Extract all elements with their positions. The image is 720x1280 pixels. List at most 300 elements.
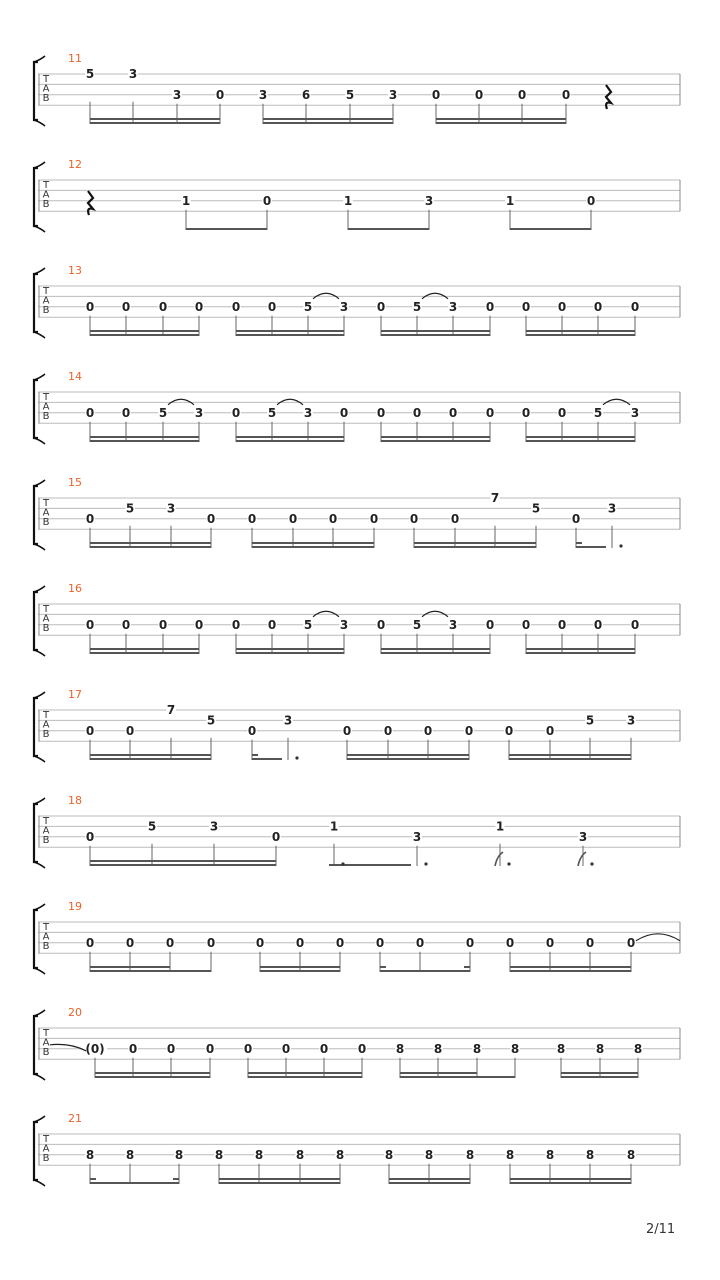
bracket-hook-bottom	[34, 1180, 45, 1186]
fret-number: 0	[557, 617, 567, 632]
fret-number: 0	[485, 405, 495, 420]
fret-number: 0	[231, 405, 241, 420]
fret-number: 0	[128, 1041, 138, 1056]
tab-clef-letter: B	[42, 623, 50, 634]
beam-second	[236, 648, 344, 650]
beam	[248, 1076, 362, 1078]
tab-clef-letter: A	[42, 1037, 50, 1049]
beam	[510, 228, 591, 230]
fret-number: 0	[85, 405, 95, 420]
fret-number: 0	[288, 511, 298, 526]
fret-number: 0	[194, 299, 204, 314]
bracket-hook-top	[34, 480, 45, 486]
fret-number: 0	[165, 935, 175, 950]
fret-number: 0	[158, 299, 168, 314]
fret-number: 0	[557, 299, 567, 314]
fret-number: 3	[283, 713, 293, 728]
fret-number: 3	[209, 819, 219, 834]
fret-number: 0	[505, 935, 515, 950]
bracket-hook-top	[34, 374, 45, 380]
measure-number: 20	[68, 1006, 82, 1019]
fret-number: 0	[464, 723, 474, 738]
fret-number: 0	[517, 87, 527, 102]
fret-number: 8	[174, 1147, 184, 1162]
fret-number: 0	[409, 511, 419, 526]
tab-clef-letter: T	[42, 922, 50, 933]
system-bracket	[34, 1016, 38, 1074]
tab-clef-letter: A	[42, 189, 50, 201]
beam-second	[90, 436, 199, 438]
fret-number: 0	[593, 617, 603, 632]
tab-clef-letter: T	[42, 1028, 50, 1039]
beam-second	[509, 754, 631, 756]
measure-number: 12	[68, 158, 82, 171]
fret-number: 3	[607, 501, 617, 516]
tab-clef-letter: A	[42, 1143, 50, 1155]
fret-number: 3	[630, 405, 640, 420]
beam-second	[236, 436, 344, 438]
beam-second	[414, 542, 536, 544]
fret-number: 1	[181, 193, 191, 208]
fret-number: 0	[121, 299, 131, 314]
beam	[380, 970, 470, 972]
fret-number: 8	[585, 1147, 595, 1162]
beam	[510, 970, 631, 972]
fret-number: 0	[281, 1041, 291, 1056]
fret-number: 0	[465, 935, 475, 950]
beam	[400, 1076, 515, 1078]
fret-number: 3	[424, 193, 434, 208]
fret-number: 8	[295, 1147, 305, 1162]
fret-number: 0	[125, 935, 135, 950]
bracket-hook-top	[34, 1116, 45, 1122]
fret-number: 3	[448, 299, 458, 314]
beam-second	[252, 542, 374, 544]
tab-clef-letter: B	[42, 835, 50, 846]
fret-number: 0	[545, 935, 555, 950]
bracket-hook-bottom	[34, 1074, 45, 1080]
fret-number: 0	[85, 829, 95, 844]
fret-number: 0	[158, 617, 168, 632]
fret-number: 0	[255, 935, 265, 950]
fret-number: 0	[383, 723, 393, 738]
bracket-hook-top	[34, 1010, 45, 1016]
beam-second	[381, 648, 490, 650]
tab-clef-letter: B	[42, 1047, 50, 1058]
duration-dot	[507, 862, 510, 865]
fret-number: 8	[424, 1147, 434, 1162]
fret-number: 0	[231, 617, 241, 632]
fret-number: 0	[585, 935, 595, 950]
fret-number: 0	[339, 405, 349, 420]
bracket-hook-bottom	[34, 120, 45, 126]
fret-number: 0	[474, 87, 484, 102]
fret-number: 0	[485, 617, 495, 632]
fret-number: 8	[556, 1041, 566, 1056]
fret-number: 0	[335, 935, 345, 950]
fret-number: 3	[578, 829, 588, 844]
fret-number: 0	[375, 935, 385, 950]
tie-arc-in	[50, 1044, 86, 1050]
beam-second	[526, 648, 635, 650]
fret-number: 0	[448, 405, 458, 420]
bracket-hook-top	[34, 904, 45, 910]
bracket-hook-bottom	[34, 650, 45, 656]
beam	[236, 440, 344, 442]
fret-number: 8	[633, 1041, 643, 1056]
system-bracket	[34, 380, 38, 438]
fret-number: 1	[505, 193, 515, 208]
fret-number: 8	[335, 1147, 345, 1162]
tab-clef-letter: A	[42, 295, 50, 307]
fret-number: 0	[85, 935, 95, 950]
fret-number: 3	[626, 713, 636, 728]
bracket-hook-bottom	[34, 968, 45, 974]
duration-dot	[424, 862, 427, 865]
fret-number: 0	[571, 511, 581, 526]
bracket-hook-top	[34, 56, 45, 62]
beam	[90, 758, 211, 760]
fret-number: 8	[465, 1147, 475, 1162]
fret-number: 0	[85, 511, 95, 526]
fret-number: 0	[586, 193, 596, 208]
fret-number: 8	[510, 1041, 520, 1056]
beam-second	[526, 330, 635, 332]
fret-number: 0	[423, 723, 433, 738]
beam	[561, 1076, 638, 1078]
beam	[95, 1076, 210, 1078]
tab-clef-letter: B	[42, 411, 50, 422]
bracket-hook-top	[34, 692, 45, 698]
beam	[186, 228, 267, 230]
beam-second	[263, 118, 393, 120]
fret-number: 5	[85, 67, 95, 81]
tab-clef-letter: B	[42, 1153, 50, 1164]
fret-number: 1	[343, 193, 353, 208]
beam	[90, 546, 211, 548]
bracket-hook-bottom	[34, 756, 45, 762]
duration-dot	[590, 862, 593, 865]
tab-clef-letter: T	[42, 286, 50, 297]
fret-number: 0	[630, 617, 640, 632]
beam	[381, 334, 490, 336]
fret-number: 0	[262, 193, 272, 208]
bracket-hook-bottom	[34, 544, 45, 550]
beam	[90, 1182, 179, 1184]
beam-second	[347, 754, 469, 756]
fret-number: 0	[521, 299, 531, 314]
fret-number: 0	[267, 299, 277, 314]
beam	[90, 334, 199, 336]
measure-number: 17	[68, 688, 82, 701]
fret-number: 0	[121, 617, 131, 632]
beam-second	[90, 754, 211, 756]
beam	[389, 1182, 470, 1184]
fret-number: 8	[125, 1147, 135, 1162]
tab-clef-letter: T	[42, 392, 50, 403]
beam-second	[219, 1178, 340, 1180]
beam-second	[90, 648, 199, 650]
measure-number: 13	[68, 264, 82, 277]
bracket-hook-bottom	[34, 226, 45, 232]
beam-second	[90, 330, 199, 332]
beam-second	[381, 330, 490, 332]
beam	[252, 758, 282, 760]
beam	[90, 864, 276, 866]
fret-number: 5	[593, 405, 603, 420]
measure-number: 21	[68, 1112, 82, 1125]
fret-number: 0	[415, 935, 425, 950]
fret-number: 6	[301, 87, 311, 102]
fret-number: 3	[412, 829, 422, 844]
tab-clef-letter: A	[42, 825, 50, 837]
bracket-hook-bottom	[34, 332, 45, 338]
fret-number: 8	[505, 1147, 515, 1162]
fret-number: 5	[267, 405, 277, 420]
beam	[263, 122, 393, 124]
tie-arc-out	[636, 934, 680, 941]
tab-clef-letter: T	[42, 1134, 50, 1145]
fret-number: 3	[339, 617, 349, 632]
fret-number: 0	[521, 617, 531, 632]
fret-number: 1	[495, 819, 505, 834]
fret-number: (0)	[85, 1041, 105, 1056]
beam-second	[561, 1072, 638, 1074]
beam-stub	[252, 754, 258, 756]
fret-number: 0	[328, 511, 338, 526]
bracket-hook-top	[34, 586, 45, 592]
beam	[576, 546, 606, 548]
fret-number: 0	[206, 511, 216, 526]
bracket-hook-bottom	[34, 438, 45, 444]
system-bracket	[34, 592, 38, 650]
measure-number: 14	[68, 370, 82, 383]
system-bracket	[34, 1122, 38, 1180]
fret-number: 0	[369, 511, 379, 526]
fret-number: 0	[376, 299, 386, 314]
beam-second	[90, 118, 220, 120]
beam-second	[173, 1178, 179, 1180]
fret-number: 0	[85, 723, 95, 738]
fret-number: 0	[412, 405, 422, 420]
system-bracket	[34, 698, 38, 756]
beam	[90, 970, 211, 972]
fret-number: 8	[85, 1147, 95, 1162]
page-number: 2/11	[646, 1222, 676, 1237]
fret-number: 3	[166, 501, 176, 516]
fret-number: 0	[561, 87, 571, 102]
beam	[526, 440, 635, 442]
beam-stub	[576, 542, 582, 544]
fret-number: 0	[376, 617, 386, 632]
tab-clef-letter: A	[42, 83, 50, 95]
fret-number: 0	[450, 511, 460, 526]
beam-second	[90, 860, 276, 862]
fret-number: 5	[206, 713, 216, 728]
beam	[381, 652, 490, 654]
beam	[347, 758, 469, 760]
fret-number: 3	[303, 405, 313, 420]
beam-second	[95, 1072, 210, 1074]
beam	[509, 758, 631, 760]
tab-clef-letter: B	[42, 305, 50, 316]
beam-second	[526, 436, 635, 438]
fret-number: 8	[384, 1147, 394, 1162]
beam	[348, 228, 429, 230]
tab-clef-letter: T	[42, 710, 50, 721]
tab-clef-letter: T	[42, 74, 50, 85]
fret-number: 0	[319, 1041, 329, 1056]
fret-number: 5	[147, 819, 157, 834]
tab-clef-letter: A	[42, 401, 50, 413]
tab-clef-letter: B	[42, 941, 50, 952]
beam	[90, 440, 199, 442]
fret-number: 0	[194, 617, 204, 632]
fret-number: 8	[545, 1147, 555, 1162]
fret-number: 0	[121, 405, 131, 420]
beam-second	[400, 1072, 477, 1074]
fret-number: 0	[545, 723, 555, 738]
measure-number: 15	[68, 476, 82, 489]
system-bracket	[34, 910, 38, 968]
beam	[252, 546, 374, 548]
fret-number: 0	[85, 617, 95, 632]
fret-number: 3	[172, 87, 182, 102]
fret-number: 0	[557, 405, 567, 420]
fret-number: 0	[431, 87, 441, 102]
measure-number: 19	[68, 900, 82, 913]
fret-number: 8	[254, 1147, 264, 1162]
tab-clef-letter: T	[42, 498, 50, 509]
duration-dot	[619, 544, 622, 547]
fret-number: 0	[630, 299, 640, 314]
fret-number: 5	[531, 501, 541, 516]
fret-number: 0	[166, 1041, 176, 1056]
system-bracket	[34, 274, 38, 332]
fret-number: 8	[395, 1041, 405, 1056]
fret-number: 8	[433, 1041, 443, 1056]
beam	[526, 652, 635, 654]
tab-clef-letter: A	[42, 507, 50, 519]
beam-second	[510, 966, 631, 968]
fret-number: 7	[490, 491, 500, 505]
duration-dot	[295, 756, 298, 759]
fret-number: 8	[626, 1147, 636, 1162]
tab-clef-letter: T	[42, 604, 50, 615]
fret-number: 8	[595, 1041, 605, 1056]
fret-number: 5	[412, 617, 422, 632]
system-bracket	[34, 168, 38, 226]
measure-number: 16	[68, 582, 82, 595]
beam	[260, 970, 340, 972]
fret-number: 1	[329, 819, 339, 834]
fret-number: 0	[504, 723, 514, 738]
fret-number: 0	[357, 1041, 367, 1056]
fret-number: 0	[85, 299, 95, 314]
beam	[329, 864, 411, 866]
system-bracket	[34, 486, 38, 544]
fret-number: 5	[125, 501, 135, 516]
bracket-hook-top	[34, 162, 45, 168]
bracket-hook-bottom	[34, 862, 45, 868]
fret-number: 0	[376, 405, 386, 420]
beam	[436, 122, 566, 124]
system-bracket	[34, 804, 38, 862]
fret-number: 3	[448, 617, 458, 632]
fret-number: 0	[267, 617, 277, 632]
beam	[219, 1182, 340, 1184]
beam-second	[381, 436, 490, 438]
fret-number: 8	[472, 1041, 482, 1056]
duration-dot	[341, 862, 344, 865]
tab-clef-letter: B	[42, 199, 50, 210]
tab-clef-letter: B	[42, 517, 50, 528]
beam	[90, 652, 199, 654]
fret-number: 3	[194, 405, 204, 420]
fret-number: 8	[214, 1147, 224, 1162]
beam-second	[236, 330, 344, 332]
fret-number: 5	[345, 87, 355, 102]
beam	[414, 546, 536, 548]
fret-number: 5	[303, 617, 313, 632]
tab-clef-letter: T	[42, 816, 50, 827]
beam	[526, 334, 635, 336]
tab-clef-letter: T	[42, 180, 50, 191]
beam-second	[389, 1178, 470, 1180]
fret-number: 0	[243, 1041, 253, 1056]
beam	[381, 440, 490, 442]
beam-second	[90, 966, 170, 968]
fret-number: 5	[303, 299, 313, 314]
fret-number: 0	[295, 935, 305, 950]
fret-number: 0	[485, 299, 495, 314]
fret-number: 0	[626, 935, 636, 950]
fret-number: 0	[342, 723, 352, 738]
beam-second	[90, 1178, 96, 1180]
measure-number: 11	[68, 52, 82, 65]
bracket-hook-top	[34, 798, 45, 804]
fret-number: 0	[521, 405, 531, 420]
tab-clef-letter: A	[42, 719, 50, 731]
fret-number: 3	[339, 299, 349, 314]
beam-second	[436, 118, 566, 120]
beam-second	[510, 1178, 631, 1180]
fret-number: 0	[247, 723, 257, 738]
system-bracket	[34, 62, 38, 120]
fret-number: 5	[412, 299, 422, 314]
fret-number: 5	[585, 713, 595, 728]
fret-number: 5	[158, 405, 168, 420]
tab-clef-letter: A	[42, 931, 50, 943]
beam-second	[260, 966, 340, 968]
beam-second	[464, 966, 470, 968]
fret-number: 3	[258, 87, 268, 102]
fret-number: 0	[593, 299, 603, 314]
fret-number: 0	[206, 935, 216, 950]
fret-number: 3	[388, 87, 398, 102]
fret-number: 0	[271, 829, 281, 844]
fret-number: 3	[128, 67, 138, 81]
tab-clef-letter: A	[42, 613, 50, 625]
fret-number: 0	[231, 299, 241, 314]
tab-clef-letter: B	[42, 93, 50, 104]
bracket-hook-top	[34, 268, 45, 274]
measure-number: 18	[68, 794, 82, 807]
fret-number: 0	[215, 87, 225, 102]
note-flag	[495, 852, 503, 866]
fret-number: 0	[125, 723, 135, 738]
fret-number: 7	[166, 703, 176, 717]
